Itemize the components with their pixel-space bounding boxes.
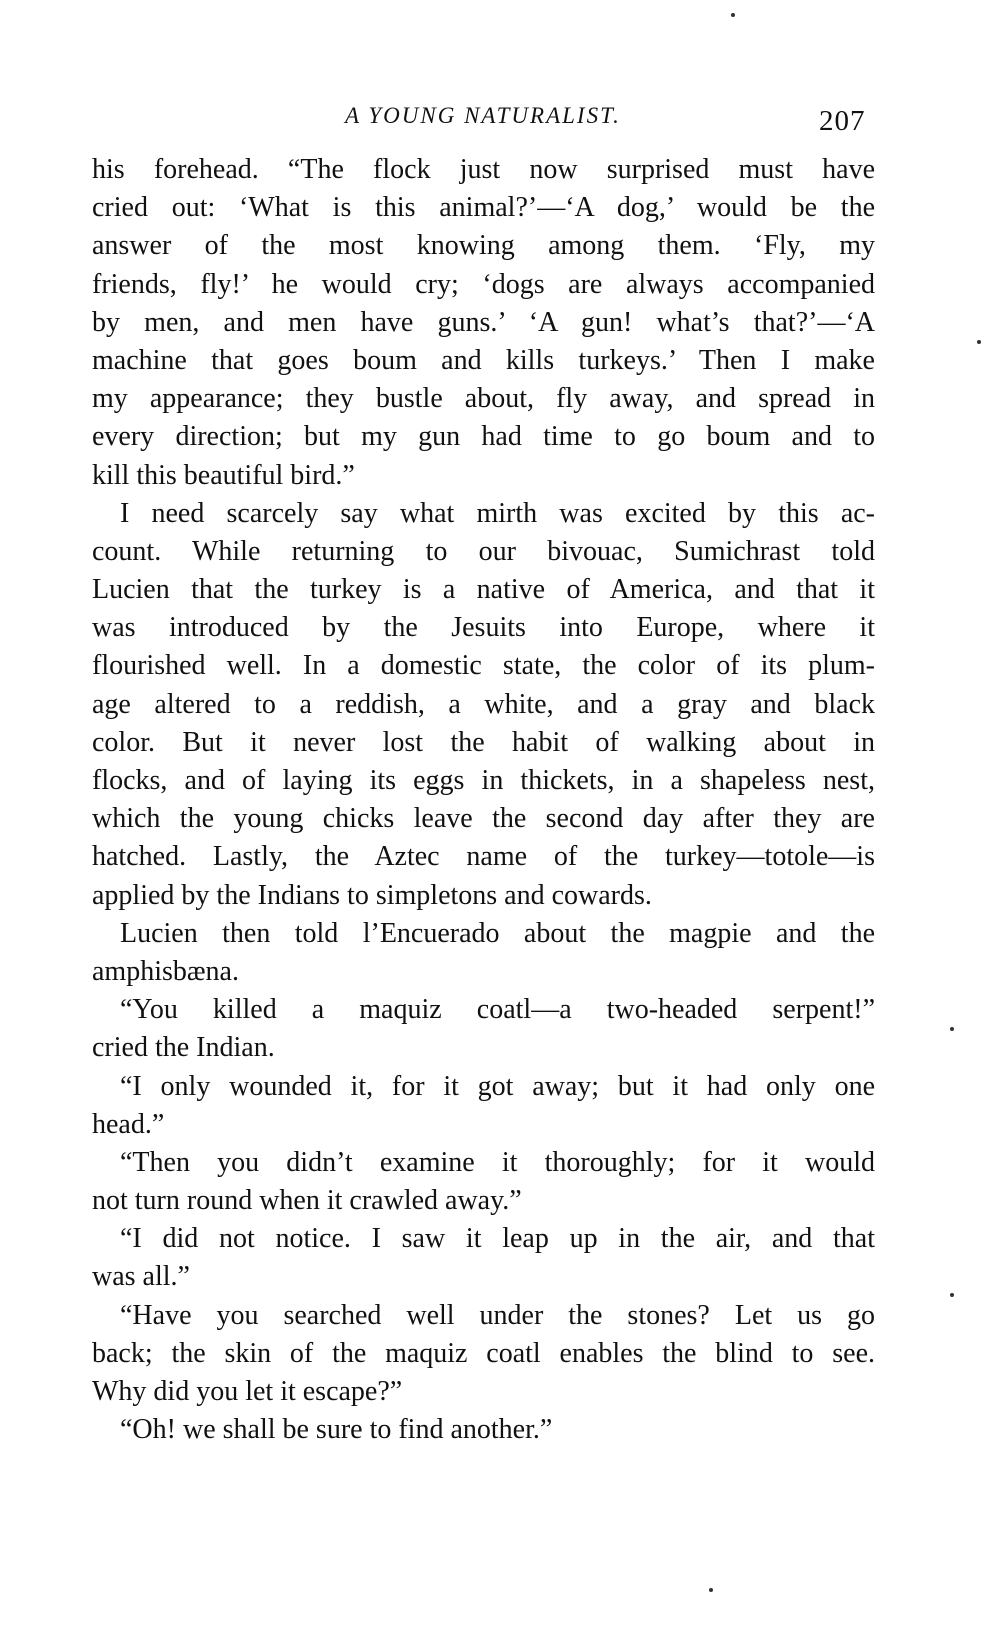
scan-speck [709,1588,713,1592]
running-head [0,103,998,137]
text-line: color. But it never lost the habit of walking about in [92,726,875,758]
body-text [92,151,875,1449]
text-line: Lucien that the turkey is a native of America, and that it [92,574,875,606]
paragraph-start-line: “Have you searched well under the stones? Let us go [120,1299,875,1331]
text-line: count. While returning to our bivouac, Sumichrast told [92,535,875,567]
scan-speck [950,1027,954,1031]
scan-speck [950,1293,954,1297]
text-line: flourished well. In a domestic state, the color of its plum- [92,650,875,682]
text-line: age altered to a reddish, a white, and a gray and black [92,688,875,720]
text-line: which the young chicks leave the second day after they are [92,803,875,835]
running-title: A YOUNG NATURALIST. [345,103,621,128]
text-line: his forehead. “The flock just now surprised must have [92,154,875,185]
text-line: Why did you let it escape?” [92,1376,403,1407]
paragraph-start-line: “You killed a maquiz coatl—a two-headed serpent!” [120,994,875,1026]
text-line: machine that goes boum and kills turkeys.’ Then I make [92,344,875,376]
text-line: head.” [92,1108,165,1140]
text-line: was all.” [92,1261,190,1293]
text-line: by men, and men have guns.’ ‘A gun! what’s that?’—‘A [92,306,875,338]
paragraph-start-line: “I only wounded it, for it got away; but it had only one [120,1070,875,1102]
paragraph-start-line: “Oh! we shall be sure to find another.” [120,1414,553,1446]
text-line: hatched. Lastly, the Aztec name of the turkey—totole—is [92,841,875,873]
page-number: 207 [819,105,866,137]
text-line: back; the skin of the maquiz coatl enables the blind to see. [92,1337,875,1369]
text-line: not turn round when it crawled away.” [92,1185,522,1217]
text-line: my appearance; they bustle about, fly away, and spread in [92,383,875,415]
paragraph-start-line: “I did not notice. I saw it leap up in the air, and that [120,1223,875,1255]
scan-speck [977,340,981,344]
paragraph-start-line: I need scarcely say what mirth was excited by this ac- [120,497,875,529]
text-line: cried out: ‘What is this animal?’—‘A dog,’ would be the [92,192,875,224]
text-line: answer of the most knowing among them. ‘Fly, my [92,230,875,262]
text-line: kill this beautiful bird.” [92,459,355,491]
text-line: amphisbæna. [92,955,239,987]
paragraph-start-line: “Then you didn’t examine it thoroughly; for it would [120,1146,875,1178]
text-line: was introduced by the Jesuits into Europe, where it [92,612,875,644]
text-line: friends, fly!’ he would cry; ‘dogs are always accompanied [92,268,875,300]
scan-speck [731,13,735,17]
text-line: flocks, and of laying its eggs in thickets, in a shapeless nest, [92,765,875,796]
paragraph-start-line: Lucien then told l’Encuerado about the magpie and the [120,917,875,949]
text-line: applied by the Indians to simpletons and cowards. [92,879,652,911]
text-line: every direction; but my gun had time to go boum and to [92,421,875,453]
text-line: cried the Indian. [92,1032,275,1064]
